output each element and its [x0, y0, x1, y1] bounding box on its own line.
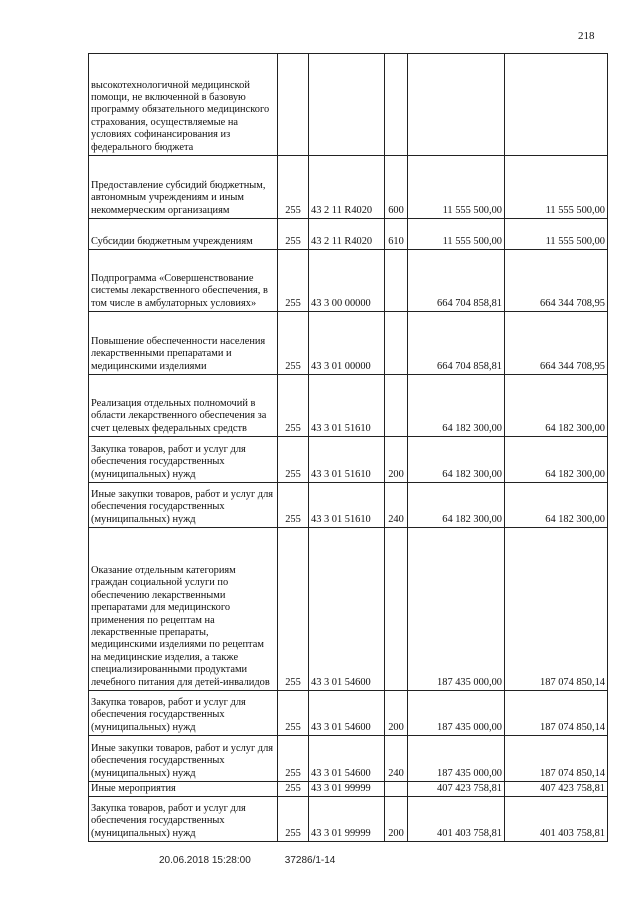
row-name: Иные закупки товаров, работ и услуг для обеспечения государственных (муниципальных) нужд [91, 742, 274, 779]
row-vr-cell [385, 219, 408, 250]
row-amount1-cell [408, 250, 505, 312]
row-cs-cell [309, 219, 385, 250]
row-vr-cell [385, 736, 408, 782]
table-row [89, 691, 608, 736]
row-cs-cell [309, 736, 385, 782]
table-row [89, 782, 608, 797]
row-name: Предоставление субсидий бюджетным, автономным учреждениям и иным некоммерческим организациям [91, 179, 266, 216]
row-cs: 43 3 01 00000 [311, 360, 371, 372]
row-cs-cell [309, 312, 385, 375]
footer-timestamp: 20.06.2018 15:28:00 [159, 855, 251, 866]
row-vr-cell [385, 483, 408, 528]
row-name: Оказание отдельным категориям граждан социальной услуги по обеспечению лекарственными препаратами для медицинского применения по рецептам на лекарственные препараты, медицинскими изделиями по рецептам на медицинские изделия, а также специализированными продуктами лечебного питания для детей-инвалидов [91, 564, 270, 688]
row-name-cell [89, 312, 278, 375]
row-cs-cell [309, 528, 385, 691]
row-amount1-cell [408, 528, 505, 691]
row-name-cell [89, 736, 278, 782]
row-amount1-cell [408, 54, 505, 156]
row-amount2: 187 074 850,14 [540, 676, 605, 688]
row-name: Иные закупки товаров, работ и услуг для обеспечения государственных (муниципальных) нужд [91, 488, 274, 525]
row-name: Реализация отдельных полномочий в области лекарственного обеспечения за счет целевых федеральных средств [91, 397, 267, 434]
row-cs: 43 3 01 54600 [311, 721, 371, 733]
table-row [89, 375, 608, 437]
row-amount1-cell [408, 312, 505, 375]
row-cs-cell [309, 782, 385, 797]
row-amount1: 64 182 300,00 [442, 468, 502, 480]
row-amount2: 401 403 758,81 [540, 827, 605, 839]
row-vr-cell [385, 691, 408, 736]
row-cs: 43 3 01 51610 [311, 468, 371, 480]
table-row [89, 736, 608, 782]
row-amount2-cell [505, 312, 608, 375]
row-cs-cell [309, 483, 385, 528]
row-vr: 200 [388, 468, 404, 480]
row-cs-cell [309, 250, 385, 312]
row-amount1-cell [408, 797, 505, 842]
row-amount2-cell [505, 528, 608, 691]
row-amount1: 187 435 000,00 [437, 676, 502, 688]
row-gr: 255 [285, 676, 301, 688]
table-row [89, 483, 608, 528]
row-gr: 255 [285, 767, 301, 779]
row-gr-cell [278, 375, 309, 437]
row-gr-cell [278, 483, 309, 528]
row-gr: 255 [285, 827, 301, 839]
row-vr-cell [385, 312, 408, 375]
row-cs: 43 3 01 99999 [311, 827, 371, 839]
row-cs: 43 3 01 54600 [311, 676, 371, 688]
row-amount2-cell [505, 437, 608, 483]
row-amount2-cell [505, 156, 608, 219]
row-amount1-cell [408, 437, 505, 483]
row-vr: 610 [388, 235, 404, 247]
row-gr-cell [278, 437, 309, 483]
row-amount2: 64 182 300,00 [545, 468, 605, 480]
row-vr-cell [385, 437, 408, 483]
row-amount1: 64 182 300,00 [442, 422, 502, 434]
row-amount2-cell [505, 691, 608, 736]
table-row [89, 54, 608, 156]
row-name-cell [89, 156, 278, 219]
row-gr: 255 [285, 360, 301, 372]
row-amount1-cell [408, 219, 505, 250]
row-cs: 43 3 01 51610 [311, 513, 371, 525]
row-name: Иные мероприятия [91, 782, 176, 794]
row-amount1: 64 182 300,00 [442, 513, 502, 525]
budget-table [88, 53, 608, 842]
table-row [89, 528, 608, 691]
row-amount2: 407 423 758,81 [540, 782, 605, 794]
row-gr-cell [278, 312, 309, 375]
row-name-cell [89, 691, 278, 736]
row-vr-cell [385, 54, 408, 156]
table-row [89, 156, 608, 219]
row-vr-cell [385, 528, 408, 691]
row-amount2: 11 555 500,00 [545, 204, 605, 216]
row-name: Повышение обеспеченности населения лекарственными препаратами и медицинскими изделиями [91, 335, 266, 372]
row-amount1: 664 704 858,81 [437, 297, 502, 309]
row-name-cell [89, 437, 278, 483]
row-gr-cell [278, 797, 309, 842]
row-cs: 43 3 00 00000 [311, 297, 371, 309]
table-row [89, 797, 608, 842]
row-amount2: 64 182 300,00 [545, 513, 605, 525]
table-row [89, 250, 608, 312]
row-amount2-cell [505, 736, 608, 782]
row-amount2-cell [505, 483, 608, 528]
row-amount2-cell [505, 219, 608, 250]
table-row [89, 437, 608, 483]
row-amount1-cell [408, 782, 505, 797]
row-name-cell [89, 528, 278, 691]
row-gr: 255 [285, 422, 301, 434]
row-name: Закупка товаров, работ и услуг для обеспечения государственных (муниципальных) нужд [91, 802, 246, 839]
row-cs: 43 3 01 99999 [311, 782, 371, 794]
row-gr-cell [278, 156, 309, 219]
row-cs: 43 2 11 R4020 [311, 204, 373, 216]
row-vr-cell [385, 797, 408, 842]
row-name: высокотехнологичной медицинской помощи, не включенной в базовую программу обязательного медицинского страхования, осуществляемые на условиях софинансирования из федерального бюджета [91, 79, 270, 153]
row-gr: 255 [285, 782, 301, 794]
row-gr-cell [278, 54, 309, 156]
row-amount2-cell [505, 375, 608, 437]
row-amount2: 187 074 850,14 [540, 767, 605, 779]
row-name-cell [89, 782, 278, 797]
row-name-cell [89, 219, 278, 250]
footer-doc-code: 37286/1-14 [284, 855, 336, 866]
row-amount1-cell [408, 375, 505, 437]
row-vr: 600 [388, 204, 404, 216]
row-gr: 255 [285, 468, 301, 480]
row-name-cell [89, 797, 278, 842]
table-row [89, 219, 608, 250]
row-amount1-cell [408, 691, 505, 736]
row-amount2: 664 344 708,95 [540, 297, 605, 309]
row-amount1: 11 555 500,00 [442, 204, 502, 216]
row-gr: 255 [285, 297, 301, 309]
row-vr-cell [385, 250, 408, 312]
row-amount1-cell [408, 156, 505, 219]
row-vr-cell [385, 375, 408, 437]
row-cs-cell [309, 691, 385, 736]
row-name-cell [89, 54, 278, 156]
row-amount1: 664 704 858,81 [437, 360, 502, 372]
row-cs-cell [309, 797, 385, 842]
row-gr-cell [278, 691, 309, 736]
row-amount2: 11 555 500,00 [545, 235, 605, 247]
row-name: Подпрограмма «Совершенствование системы лекарственного обеспечения, в том числе в амбулаторных условиях» [91, 272, 268, 309]
budget-table-body [89, 54, 608, 842]
row-gr-cell [278, 528, 309, 691]
row-name: Закупка товаров, работ и услуг для обеспечения государственных (муниципальных) нужд [91, 443, 246, 480]
row-cs-cell [309, 54, 385, 156]
row-amount1: 401 403 758,81 [437, 827, 502, 839]
row-cs: 43 2 11 R4020 [311, 235, 373, 247]
row-name-cell [89, 483, 278, 528]
row-vr: 240 [388, 767, 404, 779]
row-vr: 240 [388, 513, 404, 525]
row-gr-cell [278, 219, 309, 250]
row-gr: 255 [285, 204, 301, 216]
row-gr: 255 [285, 235, 301, 247]
row-name: Закупка товаров, работ и услуг для обеспечения государственных (муниципальных) нужд [91, 696, 246, 733]
row-cs-cell [309, 437, 385, 483]
row-amount2-cell [505, 797, 608, 842]
row-vr: 200 [388, 827, 404, 839]
row-name-cell [89, 250, 278, 312]
row-cs-cell [309, 375, 385, 437]
row-amount2: 664 344 708,95 [540, 360, 605, 372]
row-gr-cell [278, 736, 309, 782]
row-vr: 200 [388, 721, 404, 733]
row-amount1: 11 555 500,00 [442, 235, 502, 247]
row-amount2: 187 074 850,14 [540, 721, 605, 733]
row-amount1: 187 435 000,00 [437, 721, 502, 733]
row-cs: 43 3 01 51610 [311, 422, 371, 434]
row-amount1: 187 435 000,00 [437, 767, 502, 779]
row-amount1-cell [408, 483, 505, 528]
row-amount2: 64 182 300,00 [545, 422, 605, 434]
page-number: 218 [578, 30, 595, 42]
row-name: Субсидии бюджетным учреждениям [91, 235, 253, 247]
row-amount1: 407 423 758,81 [437, 782, 502, 794]
row-gr-cell [278, 782, 309, 797]
row-vr-cell [385, 782, 408, 797]
row-amount1-cell [408, 736, 505, 782]
row-amount2-cell [505, 54, 608, 156]
row-name-cell [89, 375, 278, 437]
row-gr-cell [278, 250, 309, 312]
row-gr: 255 [285, 721, 301, 733]
row-vr-cell [385, 156, 408, 219]
page-footer [159, 855, 369, 866]
row-cs-cell [309, 156, 385, 219]
row-cs: 43 3 01 54600 [311, 767, 371, 779]
row-amount2-cell [505, 782, 608, 797]
row-gr: 255 [285, 513, 301, 525]
row-amount2-cell [505, 250, 608, 312]
table-row [89, 312, 608, 375]
